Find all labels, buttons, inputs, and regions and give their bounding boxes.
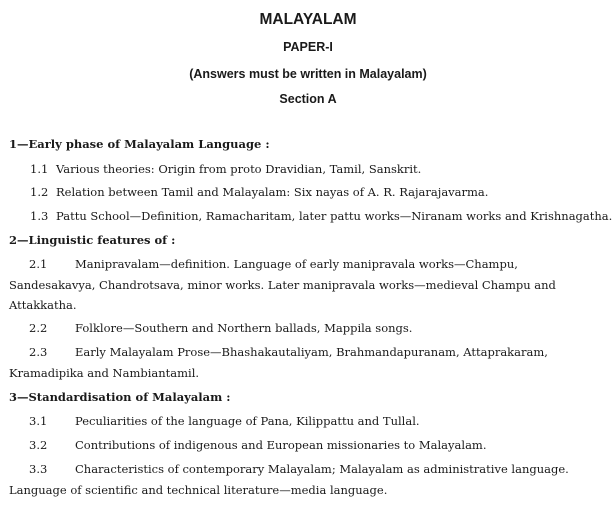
item-text: Manipravalam—definition. Language of early manipravala works—Champu, <box>75 257 518 271</box>
item-3-3-cont: Language of scientific and technical literature—media language. <box>9 483 388 497</box>
instruction-note: (Answers must be written in Malayalam) <box>189 67 427 81</box>
item-number: 1.2 <box>30 185 49 199</box>
item-2-1-cont: Sandesakavya, Chandrotsava, minor works. Later manipravala works—medieval Champu and <box>9 278 556 292</box>
heading-3: 3—Standardisation of Malayalam : <box>9 390 231 404</box>
paper-label: PAPER-I <box>283 40 333 54</box>
item-number: 2.1 <box>29 257 48 271</box>
item-text: Relation between Tamil and Malayalam: Six nayas of A. R. Rajarajavarma. <box>56 185 489 199</box>
item-text: Early Malayalam Prose—Bhashakautaliyam, Brahmandapuranam, Attaprakaram, <box>75 345 548 359</box>
item-2-3-cont: Kramadipika and Nambiantamil. <box>9 366 200 380</box>
item-text: Folklore—Southern and Northern ballads, Mappila songs. <box>75 321 413 335</box>
item-1-3 <box>30 209 612 223</box>
item-number: 1.1 <box>30 162 49 176</box>
section-label: Section A <box>279 92 337 106</box>
item-number: 3.3 <box>29 462 48 476</box>
item-text: Contributions of indigenous and European missionaries to Malayalam. <box>75 438 487 452</box>
item-number: 3.2 <box>29 438 48 452</box>
item-2-1 <box>29 257 518 271</box>
item-number: 3.1 <box>29 414 48 428</box>
item-2-2 <box>29 321 412 335</box>
item-1-2 <box>30 185 488 199</box>
heading-2: 2—Linguistic features of : <box>9 233 176 247</box>
document-title: MALAYALAM <box>259 11 357 28</box>
item-text: Various theories: Origin from proto Dravidian, Tamil, Sanskrit. <box>56 162 422 176</box>
item-2-1-cont: Attakkatha. <box>9 298 77 312</box>
item-3-1 <box>29 414 420 428</box>
item-text: Pattu School—Definition, Ramacharitam, later pattu works—Niranam works and Krishnagatha. <box>56 209 613 223</box>
heading-1: 1—Early phase of Malayalam Language : <box>9 137 270 151</box>
item-number: 2.2 <box>29 321 48 335</box>
item-number: 1.3 <box>30 209 49 223</box>
item-number: 2.3 <box>29 345 48 359</box>
item-text: Peculiarities of the language of Pana, Kilippattu and Tullal. <box>75 414 420 428</box>
item-text: Characteristics of contemporary Malayalam; Malayalam as administrative language. <box>75 462 569 476</box>
item-3-3 <box>29 462 569 476</box>
item-3-2 <box>29 438 487 452</box>
item-1-1 <box>30 162 421 176</box>
item-2-3 <box>29 345 548 359</box>
